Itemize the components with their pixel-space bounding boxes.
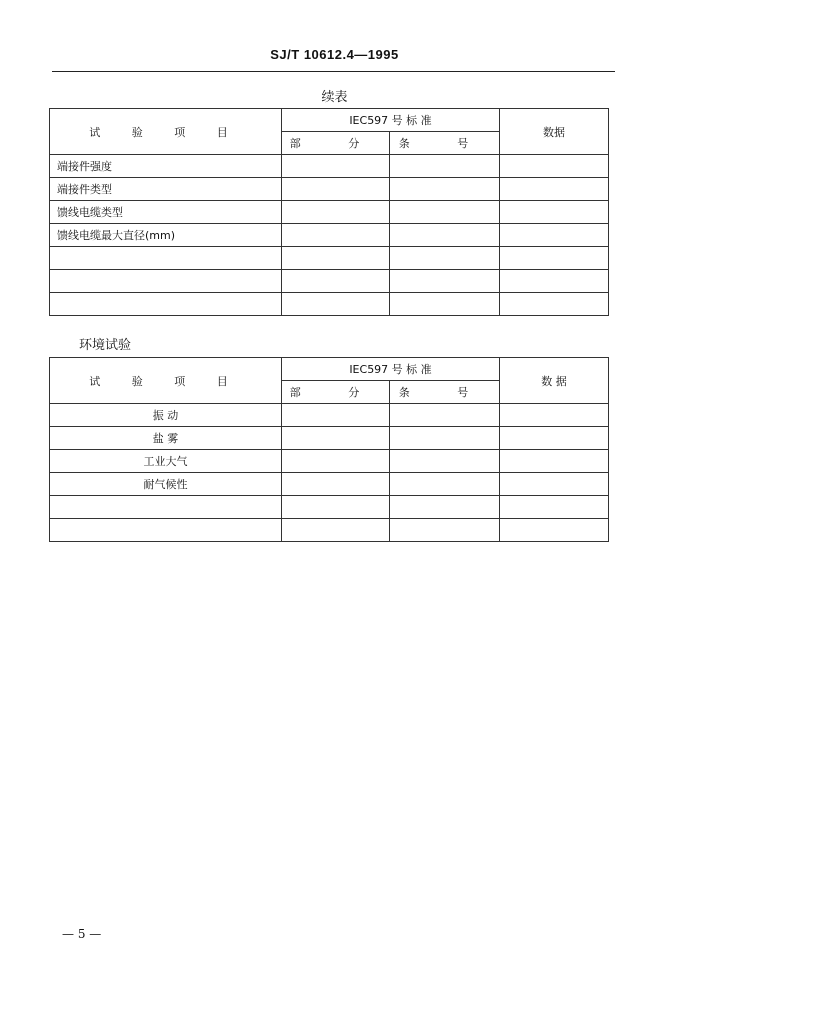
col-header-part: 部 分 [282,132,390,155]
col-header-standard: IEC597 号 标 准 [282,358,500,381]
table-row [50,450,609,473]
environmental-test-table [49,357,609,542]
table-row [50,201,609,224]
row-item: 盐 雾 [50,427,282,450]
col-header-standard: IEC597 号 标 准 [282,109,500,132]
col-header-clause: 条 号 [390,132,500,155]
table-row [50,496,609,519]
row-item [50,519,282,542]
table-row [50,293,609,316]
row-item [50,270,282,293]
col-header-data: 数 据 [500,358,609,404]
row-item: 馈线电缆类型 [50,201,282,224]
col-header-clause: 条 号 [390,381,500,404]
table-row [50,473,609,496]
row-item: 工业大气 [50,450,282,473]
col-header-part: 部 分 [282,381,390,404]
row-item [50,247,282,270]
row-item: 振 动 [50,404,282,427]
row-item: 馈线电缆最大直径(mm) [50,224,282,247]
table-row [50,404,609,427]
row-item [50,293,282,316]
row-item [50,496,282,519]
row-item: 端接件强度 [50,155,282,178]
col-header-item: 试 验 项 目 [50,358,282,404]
continued-table [49,108,609,316]
section-title: 环境试验 [79,338,132,353]
col-header-item: 试 验 项 目 [50,109,282,155]
table-row [50,247,609,270]
table-row [50,178,609,201]
table-row [50,519,609,542]
table-row [50,224,609,247]
header-rule [52,71,615,72]
document-number: SJ/T 10612.4—1995 [270,47,399,62]
table-row [50,155,609,178]
col-header-data: 数据 [500,109,609,155]
page-number: — 5 — [62,927,102,941]
row-item: 耐气候性 [50,473,282,496]
row-item: 端接件类型 [50,178,282,201]
table-row [50,270,609,293]
table-caption: 续表 [321,90,348,105]
table-row [50,427,609,450]
